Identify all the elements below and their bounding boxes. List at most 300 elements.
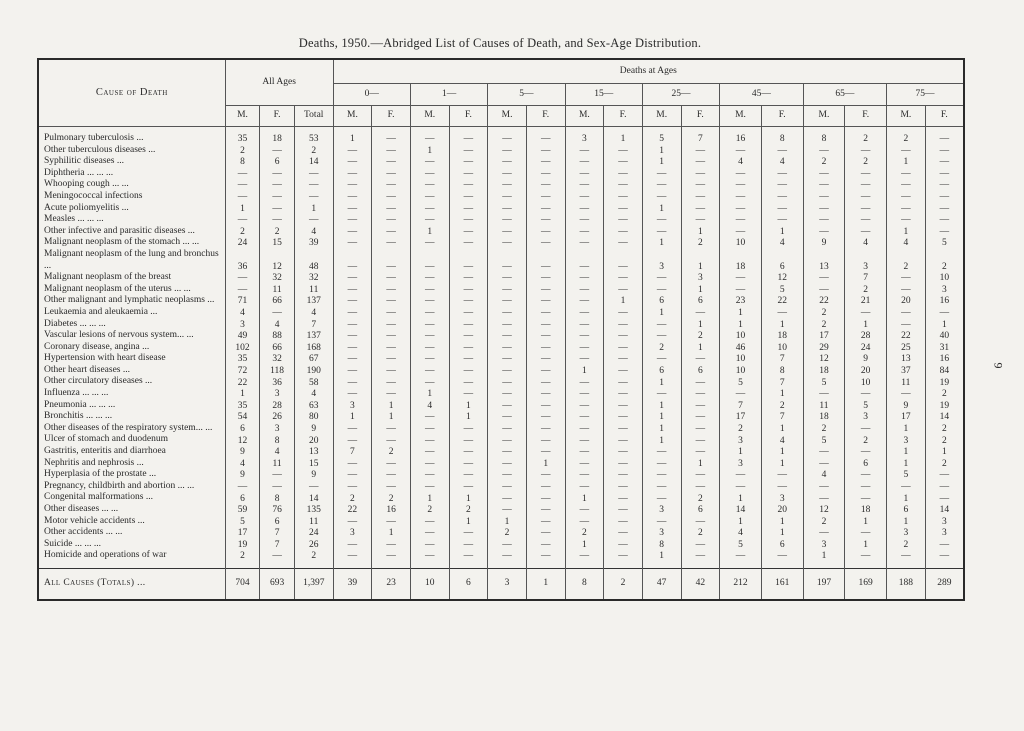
count-cell: 19	[925, 400, 964, 412]
count-cell: —	[803, 203, 845, 215]
count-cell: —	[526, 249, 565, 272]
count-cell: 3	[565, 127, 604, 145]
count-cell: —	[449, 330, 488, 342]
count-cell: —	[372, 237, 411, 249]
count-cell: 31	[925, 342, 964, 354]
count-cell: 4	[761, 156, 803, 168]
count-cell: —	[488, 423, 527, 435]
total-cell: 8	[565, 568, 604, 600]
count-cell: 63	[294, 400, 333, 412]
count-cell: —	[410, 458, 449, 470]
count-cell: 1	[449, 411, 488, 423]
count-cell: —	[526, 295, 565, 307]
count-cell: 35	[225, 127, 260, 145]
count-cell: 7	[260, 539, 295, 551]
count-cell: —	[565, 388, 604, 400]
count-cell: —	[260, 469, 295, 481]
count-cell: —	[526, 365, 565, 377]
count-cell: —	[681, 550, 720, 568]
count-cell: —	[410, 272, 449, 284]
count-cell: 6	[761, 249, 803, 272]
count-cell: 1	[294, 203, 333, 215]
count-cell: —	[260, 481, 295, 493]
count-cell: 4	[260, 319, 295, 331]
count-cell: —	[449, 168, 488, 180]
count-cell: 3	[260, 423, 295, 435]
count-cell: —	[372, 249, 411, 272]
count-cell: —	[642, 458, 681, 470]
count-cell: —	[449, 458, 488, 470]
count-cell: —	[565, 203, 604, 215]
count-cell: —	[410, 469, 449, 481]
count-cell: 16	[372, 504, 411, 516]
count-cell: —	[526, 330, 565, 342]
count-cell: 3	[333, 400, 372, 412]
cause-label: Other infective and parasitic diseases ...	[38, 226, 225, 238]
count-cell: —	[410, 214, 449, 226]
count-cell: 66	[260, 295, 295, 307]
male-subheader: M.	[333, 106, 372, 127]
count-cell: 2	[225, 226, 260, 238]
cause-label: Gastritis, enteritis and diarrhoea	[38, 446, 225, 458]
count-cell: —	[526, 145, 565, 157]
count-cell: 1	[761, 446, 803, 458]
count-cell: —	[449, 272, 488, 284]
count-cell: —	[488, 127, 527, 145]
table-row	[38, 179, 964, 191]
count-cell: —	[681, 388, 720, 400]
count-cell: 2	[294, 145, 333, 157]
count-cell: —	[604, 307, 643, 319]
count-cell: —	[803, 145, 845, 157]
count-cell: —	[488, 319, 527, 331]
count-cell: 2	[803, 307, 845, 319]
total-cell: 289	[925, 568, 964, 600]
count-cell: —	[604, 516, 643, 528]
count-cell: 2	[803, 516, 845, 528]
count-cell: —	[372, 516, 411, 528]
count-cell: 1	[845, 539, 887, 551]
count-cell: 1	[681, 458, 720, 470]
count-cell: 24	[225, 237, 260, 249]
table-row	[38, 353, 964, 365]
count-cell: —	[294, 214, 333, 226]
count-cell: 2	[333, 492, 372, 504]
cause-label: Hypertension with heart disease	[38, 353, 225, 365]
total-cell: 693	[260, 568, 295, 600]
count-cell: 24	[294, 527, 333, 539]
count-cell: —	[845, 168, 887, 180]
count-cell: 2	[925, 434, 964, 446]
count-cell: —	[488, 388, 527, 400]
count-cell: —	[887, 203, 926, 215]
table-row	[38, 127, 964, 145]
count-cell: —	[720, 168, 762, 180]
count-cell: 3	[803, 539, 845, 551]
count-cell: —	[925, 191, 964, 203]
count-cell: 1	[681, 319, 720, 331]
count-cell: —	[333, 376, 372, 388]
count-cell: 1	[720, 492, 762, 504]
count-cell: 1	[372, 411, 411, 423]
count-cell: —	[845, 423, 887, 435]
count-cell: —	[720, 179, 762, 191]
count-cell: —	[488, 191, 527, 203]
count-cell: 7	[333, 446, 372, 458]
count-cell: —	[604, 284, 643, 296]
count-cell: 2	[681, 492, 720, 504]
cause-label: Leukaemia and aleukaemia ...	[38, 307, 225, 319]
count-cell: —	[372, 423, 411, 435]
count-cell: —	[449, 365, 488, 377]
count-cell: —	[803, 284, 845, 296]
table-row	[38, 411, 964, 423]
count-cell: 71	[225, 295, 260, 307]
count-cell: —	[761, 145, 803, 157]
count-cell: —	[488, 365, 527, 377]
count-cell: —	[681, 307, 720, 319]
count-cell: —	[565, 284, 604, 296]
count-cell: 8	[803, 127, 845, 145]
count-cell: —	[488, 203, 527, 215]
count-cell: —	[803, 446, 845, 458]
count-cell: 9	[294, 423, 333, 435]
count-cell: 22	[225, 376, 260, 388]
count-cell: 36	[260, 376, 295, 388]
count-cell: 3	[845, 249, 887, 272]
count-cell: 3	[333, 527, 372, 539]
count-cell: —	[410, 353, 449, 365]
count-cell: 6	[260, 516, 295, 528]
count-cell: —	[410, 550, 449, 568]
count-cell: —	[488, 550, 527, 568]
table-row	[38, 423, 964, 435]
cause-label: Acute poliomyelitis ...	[38, 203, 225, 215]
count-cell: —	[372, 458, 411, 470]
count-cell: 3	[681, 272, 720, 284]
count-cell: —	[449, 423, 488, 435]
count-cell: —	[720, 191, 762, 203]
count-cell: —	[372, 203, 411, 215]
count-cell: 2	[720, 423, 762, 435]
table-row	[38, 284, 964, 296]
count-cell: 20	[887, 295, 926, 307]
count-cell: —	[604, 527, 643, 539]
count-cell: —	[410, 376, 449, 388]
count-cell: 32	[260, 353, 295, 365]
cause-label: Other tuberculous diseases ...	[38, 145, 225, 157]
count-cell: —	[488, 492, 527, 504]
count-cell: 1	[410, 145, 449, 157]
count-cell: 8	[260, 492, 295, 504]
count-cell: 1	[372, 400, 411, 412]
count-cell: 8	[642, 539, 681, 551]
count-cell: 12	[260, 249, 295, 272]
count-cell: —	[449, 434, 488, 446]
count-cell: 13	[803, 249, 845, 272]
count-cell: —	[604, 353, 643, 365]
count-cell: —	[526, 156, 565, 168]
count-cell: 1	[845, 516, 887, 528]
count-cell: —	[565, 179, 604, 191]
count-cell: 2	[761, 400, 803, 412]
count-cell: —	[681, 434, 720, 446]
count-cell: —	[225, 272, 260, 284]
count-cell: —	[372, 145, 411, 157]
count-cell: —	[260, 307, 295, 319]
count-cell: —	[565, 191, 604, 203]
table-row	[38, 388, 964, 400]
count-cell: —	[565, 214, 604, 226]
count-cell: —	[604, 411, 643, 423]
table-row	[38, 539, 964, 551]
cause-label: Measles ... ... ...	[38, 214, 225, 226]
count-cell: —	[803, 388, 845, 400]
count-cell: 2	[225, 145, 260, 157]
cause-label: Congenital malformations ...	[38, 492, 225, 504]
count-cell: 2	[887, 249, 926, 272]
count-cell: 1	[681, 342, 720, 354]
count-cell: 3	[642, 249, 681, 272]
count-cell: —	[449, 237, 488, 249]
count-cell: —	[565, 319, 604, 331]
count-cell: —	[488, 469, 527, 481]
count-cell: —	[642, 330, 681, 342]
count-cell: —	[449, 539, 488, 551]
cause-label: Other diseases of the respiratory system... ...	[38, 423, 225, 435]
count-cell: 6	[681, 504, 720, 516]
count-cell: 1	[720, 516, 762, 528]
count-cell: —	[761, 203, 803, 215]
count-cell: —	[294, 179, 333, 191]
table-row	[38, 214, 964, 226]
cause-label: Suicide ... ... ...	[38, 539, 225, 551]
count-cell: —	[488, 353, 527, 365]
count-cell: 14	[925, 411, 964, 423]
table-row	[38, 307, 964, 319]
count-cell: —	[372, 307, 411, 319]
count-cell: —	[803, 226, 845, 238]
count-cell: —	[642, 469, 681, 481]
count-cell: —	[642, 492, 681, 504]
count-cell: 8	[225, 156, 260, 168]
count-cell: —	[845, 179, 887, 191]
count-cell: —	[410, 179, 449, 191]
count-cell: —	[845, 550, 887, 568]
count-cell: —	[488, 226, 527, 238]
female-subheader: F.	[526, 106, 565, 127]
age-group-header: 25—	[642, 84, 719, 106]
count-cell: —	[333, 458, 372, 470]
count-cell: —	[565, 550, 604, 568]
count-cell: —	[333, 237, 372, 249]
count-cell: 5	[803, 434, 845, 446]
count-cell: —	[642, 353, 681, 365]
count-cell: —	[372, 226, 411, 238]
count-cell: —	[488, 330, 527, 342]
table-row	[38, 342, 964, 354]
count-cell: —	[565, 423, 604, 435]
count-cell: —	[333, 481, 372, 493]
count-cell: —	[488, 295, 527, 307]
count-cell: 2	[681, 330, 720, 342]
count-cell: —	[887, 179, 926, 191]
count-cell: 8	[761, 127, 803, 145]
count-cell: —	[410, 516, 449, 528]
count-cell: —	[720, 272, 762, 284]
count-cell: 49	[225, 330, 260, 342]
count-cell: 1	[761, 516, 803, 528]
table-row	[38, 516, 964, 528]
count-cell: —	[333, 203, 372, 215]
count-cell: 59	[225, 504, 260, 516]
count-cell: 10	[720, 365, 762, 377]
count-cell: 1	[449, 400, 488, 412]
table-row	[38, 226, 964, 238]
count-cell: —	[604, 203, 643, 215]
count-cell: —	[761, 168, 803, 180]
count-cell: 1	[887, 458, 926, 470]
count-cell: 21	[845, 295, 887, 307]
count-cell: —	[720, 284, 762, 296]
table-row	[38, 330, 964, 342]
count-cell: 3	[925, 516, 964, 528]
count-cell: 137	[294, 295, 333, 307]
count-cell: —	[410, 156, 449, 168]
count-cell: 54	[225, 411, 260, 423]
count-cell: —	[526, 388, 565, 400]
count-cell: —	[526, 342, 565, 354]
count-cell: —	[294, 481, 333, 493]
table-row	[38, 237, 964, 249]
male-subheader: M.	[887, 106, 926, 127]
count-cell: —	[565, 145, 604, 157]
count-cell: —	[449, 179, 488, 191]
count-cell: —	[642, 272, 681, 284]
count-cell: —	[449, 284, 488, 296]
count-cell: —	[565, 469, 604, 481]
count-cell: —	[372, 127, 411, 145]
count-cell: 16	[925, 295, 964, 307]
count-cell: —	[681, 469, 720, 481]
count-cell: 2	[925, 458, 964, 470]
count-cell: —	[604, 504, 643, 516]
count-cell: —	[565, 272, 604, 284]
count-cell: 1	[488, 516, 527, 528]
count-cell: —	[526, 168, 565, 180]
count-cell: —	[526, 272, 565, 284]
count-cell: —	[294, 191, 333, 203]
count-cell: 4	[225, 307, 260, 319]
count-cell: —	[333, 516, 372, 528]
count-cell: 4	[294, 226, 333, 238]
count-cell: 2	[372, 492, 411, 504]
total-cell: 2	[604, 568, 643, 600]
count-cell: 22	[803, 295, 845, 307]
count-cell: —	[642, 388, 681, 400]
count-cell: 13	[294, 446, 333, 458]
count-cell: —	[449, 481, 488, 493]
count-cell: 29	[803, 342, 845, 354]
cause-label: Pregnancy, childbirth and abortion ... ...	[38, 481, 225, 493]
count-cell: 2	[925, 388, 964, 400]
cause-label: Other diseases ... ...	[38, 504, 225, 516]
count-cell: —	[410, 203, 449, 215]
count-cell: —	[526, 446, 565, 458]
page-number: 9	[991, 362, 1006, 369]
count-cell: —	[488, 434, 527, 446]
table-row	[38, 191, 964, 203]
count-cell: 19	[925, 376, 964, 388]
total-cell: 23	[372, 568, 411, 600]
count-cell: —	[488, 446, 527, 458]
count-cell: —	[225, 168, 260, 180]
count-cell: —	[565, 307, 604, 319]
count-cell: 1	[565, 539, 604, 551]
count-cell: —	[925, 203, 964, 215]
count-cell: —	[526, 179, 565, 191]
count-cell: 1	[565, 492, 604, 504]
age-group-header: 65—	[803, 84, 886, 106]
count-cell: —	[410, 539, 449, 551]
count-cell: —	[410, 168, 449, 180]
count-cell: 2	[294, 550, 333, 568]
count-cell: 53	[294, 127, 333, 145]
count-cell: 1	[372, 527, 411, 539]
count-cell: —	[333, 179, 372, 191]
count-cell: 1	[925, 446, 964, 458]
total-cell: 704	[225, 568, 260, 600]
count-cell: 1	[642, 307, 681, 319]
count-cell: —	[565, 411, 604, 423]
count-cell: —	[488, 214, 527, 226]
count-cell: —	[720, 469, 762, 481]
count-cell: —	[372, 353, 411, 365]
count-cell: 2	[845, 127, 887, 145]
count-cell: 6	[681, 295, 720, 307]
count-cell: 10	[925, 272, 964, 284]
count-cell: —	[642, 168, 681, 180]
count-cell: 1	[845, 319, 887, 331]
count-cell: —	[526, 516, 565, 528]
table-row	[38, 319, 964, 331]
count-cell: —	[565, 400, 604, 412]
count-cell: 16	[925, 353, 964, 365]
count-cell: 1	[642, 400, 681, 412]
count-cell: 1	[803, 550, 845, 568]
count-cell: 1	[720, 446, 762, 458]
count-cell: —	[565, 330, 604, 342]
count-cell: 18	[803, 365, 845, 377]
count-cell: 4	[720, 156, 762, 168]
count-cell: 137	[294, 330, 333, 342]
count-cell: 14	[294, 492, 333, 504]
total-cell: 3	[488, 568, 527, 600]
total-cell: 10	[410, 568, 449, 600]
count-cell: 1	[642, 411, 681, 423]
count-cell: —	[604, 434, 643, 446]
count-cell: —	[604, 237, 643, 249]
table-row	[38, 295, 964, 307]
count-cell: 11	[803, 400, 845, 412]
table-row	[38, 550, 964, 568]
count-cell: 1	[887, 492, 926, 504]
male-subheader: M.	[225, 106, 260, 127]
count-cell: —	[372, 434, 411, 446]
cause-label: Malignant neoplasm of the stomach ... ...	[38, 237, 225, 249]
count-cell: —	[333, 388, 372, 400]
count-cell: 2	[642, 342, 681, 354]
